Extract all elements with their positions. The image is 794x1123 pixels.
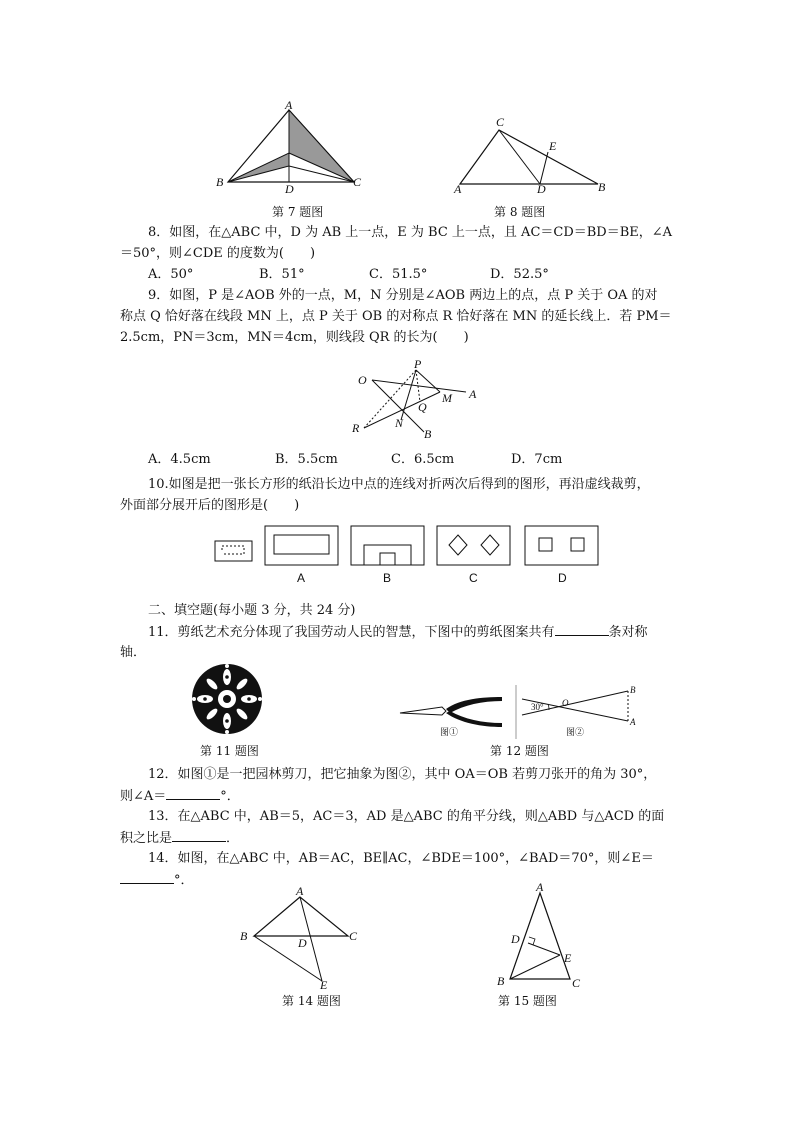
q12-text-b: °． <box>220 789 240 804</box>
figure-7-diagram <box>214 98 370 198</box>
fig15-label-B: B <box>497 974 505 988</box>
figure-12-caption: 第 12 题图 <box>490 744 549 758</box>
q11-answer-blank[interactable] <box>555 622 609 636</box>
fig12-angle-label: 30° <box>531 702 544 712</box>
fig8-label-E: E <box>549 139 557 153</box>
fig9-label-Q: Q <box>418 400 427 414</box>
q10-option-b-figure <box>350 525 426 567</box>
q9-line-1: 9．如图，P 是∠AOB 外的一点，M，N 分别是∠AOB 两边上的点，点 P 关于 OA 的对 <box>148 288 658 303</box>
q11-line-2: 轴． <box>120 645 147 660</box>
q10-line-1: 10.如图是把一张长方形的纸沿长边中点的连线对折两次后得到的图形，再沿虚线裁剪， <box>148 477 650 492</box>
fig14-label-D: D <box>298 936 307 950</box>
q11-text-a: 11．剪纸艺术充分体现了我国劳动人民的智慧，下图中的剪纸图案共有 <box>148 625 555 640</box>
q9-option-c: C．6.5cm <box>391 452 455 467</box>
fig15-label-A: A <box>536 883 544 894</box>
fig9-label-A: A <box>469 387 477 401</box>
fig14-label-A: A <box>296 885 304 898</box>
fig7-label-B: B <box>216 175 224 189</box>
q11-text-b: 条对称 <box>608 625 648 640</box>
q9-option-d: D．7cm <box>511 452 563 467</box>
q11-line-1 <box>148 622 648 642</box>
figure-12-diagram <box>398 683 644 741</box>
fig7-label-C: C <box>353 175 362 189</box>
q8-option-b: B．51° <box>259 267 305 282</box>
fig12-label-O: O <box>562 698 569 708</box>
q13-text-a: 积之比是 <box>120 831 173 846</box>
q8-option-c: C．51.5° <box>369 267 428 282</box>
fig9-label-P: P <box>414 358 422 371</box>
q12-line-2 <box>120 786 240 806</box>
figure-9-diagram <box>348 358 482 442</box>
q10-option-c-label: C <box>469 571 478 585</box>
q8-line-1: 8．如图，在△ABC 中，D 为 AB 上一点，E 为 BC 上一点，且 AC＝CD＝BD＝BE，∠A <box>148 225 673 240</box>
q10-line-2: 外面部分展开后的图形是( ) <box>120 498 300 513</box>
paper-cut-pattern-image <box>187 661 267 737</box>
garden-shears-icon <box>400 697 502 727</box>
q8-option-d: D．52.5° <box>490 267 549 282</box>
fig15-label-C: C <box>572 976 581 990</box>
q13-answer-blank[interactable] <box>172 828 226 842</box>
fig7-label-D: D <box>285 182 294 196</box>
q8-line-2: ＝50°，则∠CDE 的度数为( ) <box>120 246 316 261</box>
figure-8-diagram <box>452 112 614 198</box>
figure-15-caption: 第 15 题图 <box>498 994 557 1008</box>
fig8-label-C: C <box>496 115 505 129</box>
figure-14-diagram <box>236 885 364 993</box>
figure-11-caption: 第 11 题图 <box>200 744 259 758</box>
q9-option-b: B．5.5cm <box>275 452 338 467</box>
q14-answer-blank[interactable] <box>120 870 174 884</box>
fig9-label-N: N <box>395 416 404 430</box>
q9-line-3: 2.5cm，PN＝3cm，MN＝4cm，则线段 QR 的长为( ) <box>120 330 469 345</box>
fig9-label-B: B <box>424 427 432 441</box>
q14-line-2 <box>120 870 194 890</box>
q12-text-a: 则∠A＝ <box>120 789 167 804</box>
fig8-label-B: B <box>598 180 606 194</box>
fig14-label-C: C <box>349 929 358 943</box>
folded-paper-figure <box>214 540 254 564</box>
q10-option-c-figure <box>436 525 512 567</box>
fig8-label-A: A <box>454 182 462 196</box>
q9-line-2: 称点 Q 恰好落在线段 MN 上，点 P 关于 OB 的对称点 R 恰好落在 MN 的延长线上．若 PM＝ <box>120 309 672 324</box>
q14-line-1: 14．如图，在△ABC 中，AB＝AC，BE∥AC，∠BDE＝100°，∠BAD＝70°，则∠E＝ <box>148 851 654 866</box>
fig14-label-E: E <box>320 978 328 992</box>
fig9-label-M: M <box>442 391 452 405</box>
q12-answer-blank[interactable] <box>166 786 220 800</box>
fig9-label-O: O <box>358 373 367 387</box>
fig9-label-R: R <box>352 421 360 435</box>
fig12-label-B: B <box>630 685 636 695</box>
fig15-label-E: E <box>564 951 572 965</box>
q10-option-d-label: D <box>558 571 567 585</box>
section-2-heading: 二、填空题(每小题 3 分，共 24 分) <box>148 603 356 618</box>
q13-line-1: 13．在△ABC 中，AB＝5，AC＝3，AD 是△ABC 的角平分线，则△ABD 与△ACD 的面 <box>148 809 665 824</box>
fig15-label-D: D <box>511 932 520 946</box>
figure-14-caption: 第 14 题图 <box>282 994 341 1008</box>
q9-option-a: A．4.5cm <box>148 452 211 467</box>
fig7-label-A: A <box>285 98 293 112</box>
q13-text-b: ． <box>226 831 240 846</box>
q10-option-a-label: A <box>297 571 306 585</box>
q10-option-a-figure <box>264 525 340 567</box>
figure-8-caption: 第 8 题图 <box>494 205 546 219</box>
q10-option-b-label: B <box>383 571 392 585</box>
figure-7-caption: 第 7 题图 <box>272 205 324 219</box>
q10-option-d-figure <box>524 525 600 567</box>
q14-text-b: °． <box>174 873 194 888</box>
fig12-sub-caption-1: 图① <box>440 727 459 737</box>
figure-15-diagram <box>492 883 588 991</box>
fig12-sub-caption-2: 图② <box>566 727 585 737</box>
q12-line-1: 12．如图①是一把园林剪刀，把它抽象为图②，其中 OA＝OB 若剪刀张开的角为 30°， <box>148 767 657 782</box>
fig12-label-A: A <box>630 717 636 727</box>
q8-option-a: A．50° <box>148 267 194 282</box>
q13-line-2 <box>120 828 239 848</box>
fig14-label-B: B <box>240 929 248 943</box>
fig8-label-D: D <box>537 182 546 196</box>
